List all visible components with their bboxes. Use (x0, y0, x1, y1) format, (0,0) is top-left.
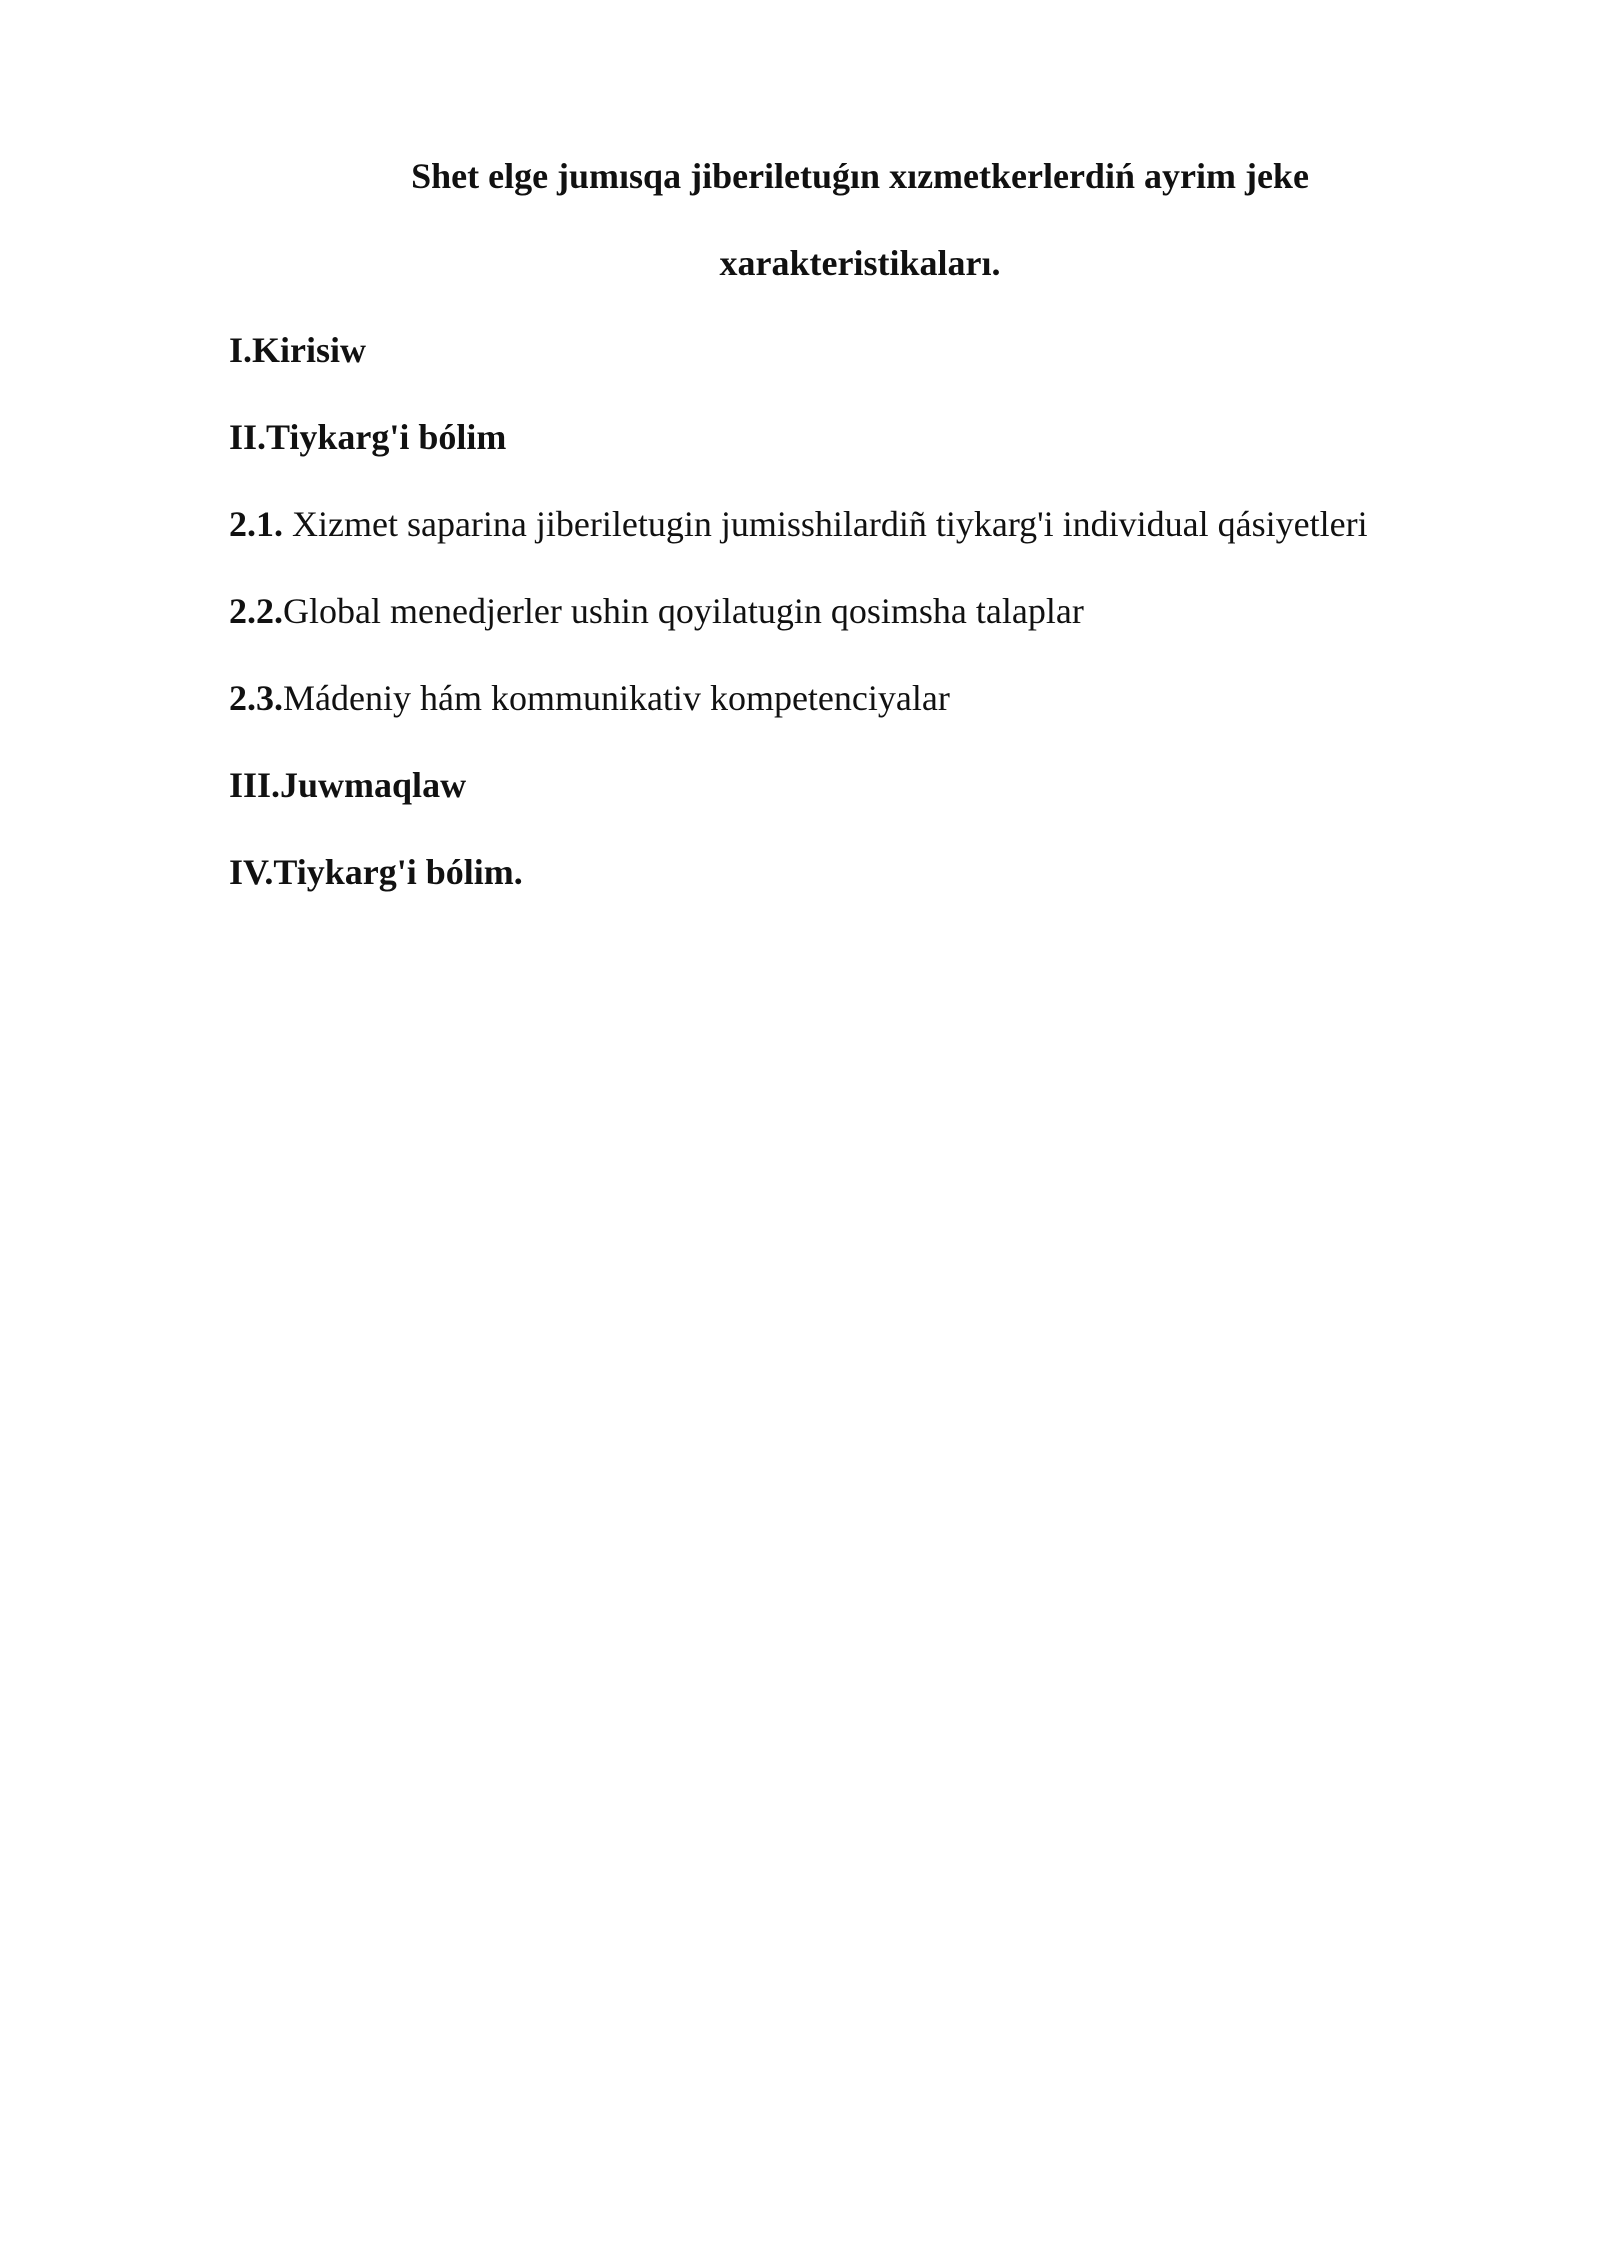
toc-text: Tiykarg'i bólim. (273, 852, 523, 892)
toc-item-2-3 (229, 676, 950, 720)
toc-text: Global menedjerler ushin qoyilatugin qosimsha talaplar (283, 591, 1084, 631)
toc-text: Mádeniy hám kommunikativ kompetenciyalar (283, 678, 950, 718)
toc-number: I. (229, 330, 253, 370)
toc-item-iv (229, 850, 523, 894)
toc-number: 2.3. (229, 678, 283, 718)
toc-item-introduction (229, 328, 366, 372)
document-title-line-2: xarakteristikaları. (719, 243, 1001, 283)
document-title-line-1: Shet elge jumısqa jiberiletuǵın xızmetkerlerdiń ayrim jeke (411, 156, 1309, 196)
toc-item-main-part (229, 415, 506, 459)
toc-text: Kirisiw (252, 330, 367, 370)
toc-item-2-2 (229, 589, 1084, 633)
toc-text: Xizmet saparina jiberiletugin jumisshilardiñ tiykarg'i individual qásiyetleri (283, 504, 1368, 544)
toc-number: II. (229, 417, 267, 457)
toc-number: IV. (229, 852, 274, 892)
toc-number: III. (229, 765, 281, 805)
toc-number: 2.1. (229, 504, 283, 544)
toc-text: Tiykarg'i bólim (266, 417, 507, 457)
toc-item-conclusion (229, 763, 466, 807)
toc-text: Juwmaqlaw (280, 765, 467, 805)
toc-number: 2.2. (229, 591, 283, 631)
toc-item-2-1 (229, 502, 1368, 546)
